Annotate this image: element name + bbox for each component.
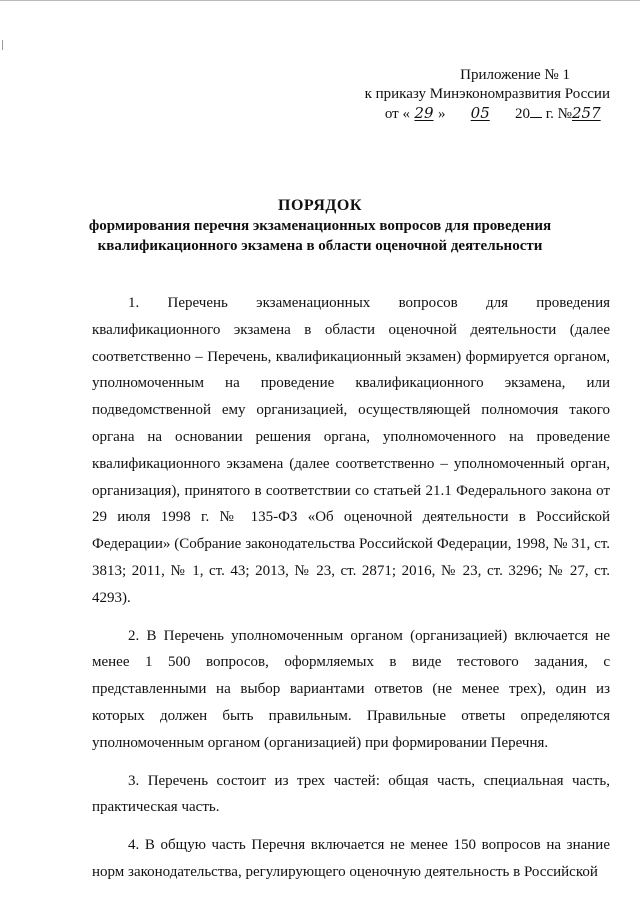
year-blank (530, 104, 542, 118)
appendix-header (340, 66, 610, 124)
appendix-order-ref: к приказу Минэкономразвития России (364, 86, 610, 102)
scan-mark (2, 40, 3, 50)
document-subtitle-line2: квалификационного экзамена в области оценочной деятельности (97, 238, 543, 254)
year-suffix: г. № (545, 106, 572, 122)
appendix-order-date (340, 104, 610, 124)
paragraph-2: 2. В Перечень уполномоченным органом (организацией) включается не менее 1 500 вопросов, оформляемых в виде тестового задания, с представленными на выбор вариантами ответов (не менее трех), один из которых должен быть правильным. Правильные ответы определяются уполномоченным органом (организацией) при формировании Перечня. (92, 627, 610, 751)
document-title: ПОРЯДОК (278, 197, 362, 214)
appendix-number: Приложение № 1 (460, 67, 570, 83)
handwritten-month: 05 (470, 104, 490, 122)
year-prefix: 20 (514, 106, 530, 122)
paragraph-4: 4. В общую часть Перечня включается не менее 150 вопросов на знание норм законодательства, регулирующего оценочную деятельность в Российской (92, 837, 610, 880)
document-body (92, 290, 610, 897)
document-title-block (40, 196, 600, 256)
from-prefix: от « (384, 106, 410, 122)
handwritten-day: 29 (414, 104, 434, 122)
document-subtitle-line1: формирования перечня экзаменационных вопросов для проведения (88, 218, 552, 234)
paragraph-3: 3. Перечень состоит из трех частей: общая часть, специальная часть, практическая часть. (92, 772, 610, 816)
scan-edge (0, 0, 640, 1)
from-quote-close: » (437, 106, 446, 122)
handwritten-order-number: 257 (572, 104, 601, 122)
paragraph-1: 1. Перечень экзаменационных вопросов для проведения квалификационного экзамена в области оценочной деятельности (далее соответственно – Перечень, квалификационный экзамен) формируется органом, уполномоченным на проведение квалификационного экзамена, или подведомственной ему организацией, осуществляющей полномочия такого органа на основании решения органа, уполномоченного на проведение квалификационного экзамена (далее соответственно – уполномоченный орган, организация), принятого в соответствии со статьей 21.1 Федерального закона от 29 июля 1998 г. № 135-ФЗ «Об оценочной деятельности в Российской Федерации» (Собрание законодательства Российской Федерации, 1998, № 31, ст. 3813; 2011, № 1, ст. 43; 2013, № 23, ст. 2871; 2016, № 23, ст. 3296; № 27, ст. 4293). (92, 295, 610, 606)
